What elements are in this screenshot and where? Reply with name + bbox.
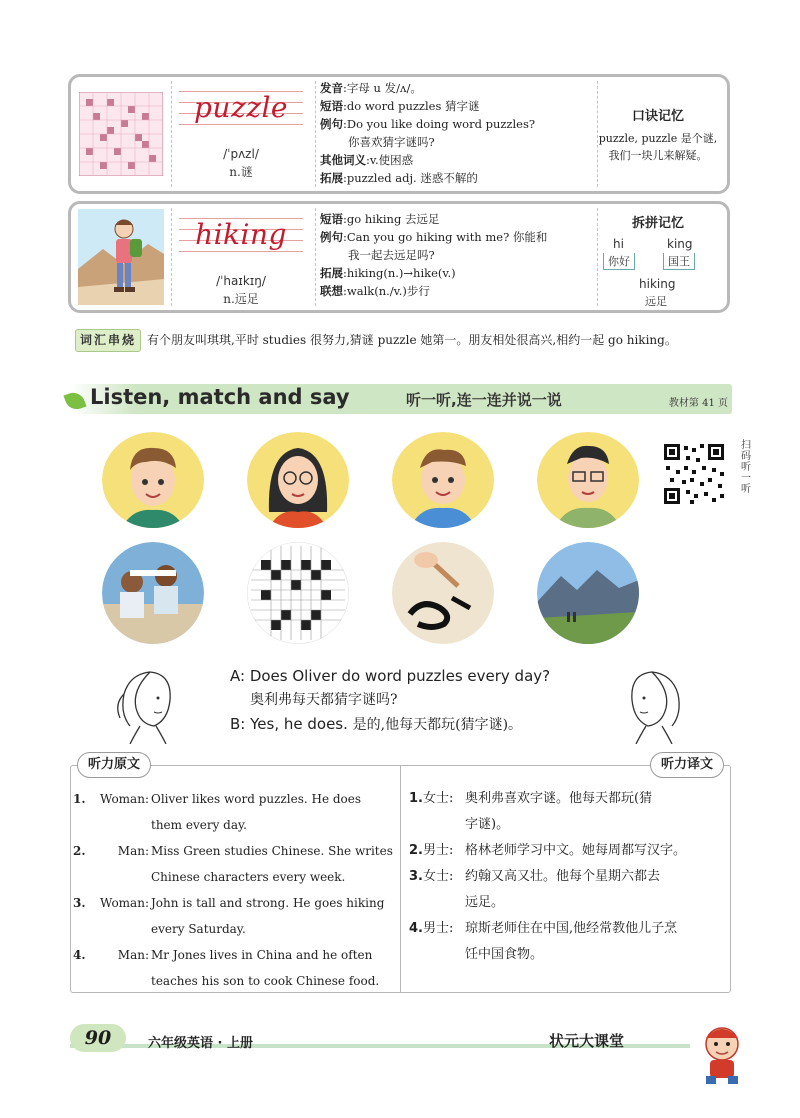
phonetic: /ˈpʌzl/ (223, 147, 259, 161)
listening-translation-title: 听力译文 (650, 752, 724, 778)
photo-cooking (102, 542, 204, 644)
list-item: 3. 女士: 约翰又高又壮。他每个星期六都去 远足。 (409, 869, 661, 910)
girl-right-illustration (622, 664, 692, 744)
vocab-word: hiking (195, 218, 287, 251)
memory-tip (593, 81, 723, 187)
detail-line: 短语:go hiking 去远足 (320, 212, 440, 226)
vocab-tag: 词汇串烧 (75, 329, 141, 352)
face-woman-glasses (247, 432, 349, 528)
photo-crossword (247, 542, 349, 644)
mascot-icon (692, 1020, 752, 1086)
brand-name: 状元大课堂 (549, 1032, 625, 1050)
detail-line: 拓展:hiking(n.)→hike(v.) (320, 266, 456, 280)
split-diagram (593, 235, 723, 315)
dialog-a-cn: 奥利弗每天都猜字谜吗? (250, 692, 398, 708)
list-item: 1. Woman: Oliver likes word puzzles. He does them every day. (73, 792, 362, 832)
split-result-en: hiking (639, 277, 676, 291)
qr-code[interactable] (662, 442, 726, 506)
phonetic: /ˈhaɪkɪŋ/ (216, 274, 266, 288)
listening-box (70, 757, 731, 993)
split-result-cn: 远足 (645, 295, 667, 308)
face-boy-2 (392, 432, 494, 528)
leaf-icon (63, 389, 86, 412)
face-man-glasses (537, 432, 639, 528)
list-item: 4. Man: Mr Jones lives in China and he often teaches his son to cook Chinese food. (73, 948, 380, 988)
detail-line: 例句:Can you go hiking with me? 你能和 (320, 230, 548, 244)
textbook-ref: 教材第 41 页 (668, 398, 728, 409)
dialog-block (230, 664, 550, 737)
word-box (171, 208, 311, 306)
photo-calligraphy (392, 542, 494, 644)
list-item: 2. Man: Miss Green studies Chinese. She writes Chinese characters every week. (73, 844, 393, 884)
vocab-word: puzzle (194, 91, 288, 124)
vocab-card-puzzle (68, 74, 730, 194)
vocab-text: 有个朋友叫琪琪,平时 studies 很努力,猜谜 puzzle 她第一。朋友相处很高兴,相约一起 go hiking。 (147, 333, 677, 347)
memo-title: 口诀记忆 (631, 109, 684, 124)
dialog-a-en: A: Does Oliver do word puzzles every day? (230, 667, 551, 685)
list-item: 3. Woman: John is tall and strong. He goes hiking every Saturday. (73, 896, 385, 936)
detail-line: 联想:walk(n./v.)步行 (320, 284, 430, 298)
part-of-speech: n.谜 (229, 165, 253, 179)
detail-line: 我一起去远足吗? (348, 248, 435, 262)
detail-line: 发音:字母 u 发/ʌ/。 (320, 81, 422, 95)
detail-line: 拓展:puzzled adj. 迷惑不解的 (320, 171, 478, 185)
vocab-chain (75, 329, 735, 352)
detail-line: 短语:do word puzzles 猜字谜 (320, 99, 480, 113)
split-part-cn: 你好 (603, 253, 635, 270)
split-memory-tip (593, 208, 723, 306)
book-title: 六年级英语 · 上册 (148, 1036, 253, 1051)
listening-original-title: 听力原文 (77, 752, 151, 778)
photo-mountain-hike (537, 542, 639, 644)
crossword-picture (76, 83, 166, 185)
word-details (320, 210, 590, 300)
detail-line: 例句:Do you like doing word puzzles? (320, 117, 536, 131)
memo-line: puzzle, puzzle 是个谜, (598, 132, 718, 145)
section-title: Listen, match and say (90, 385, 350, 409)
part-of-speech: n.远足 (223, 292, 259, 306)
word-box (171, 81, 311, 187)
listening-original (73, 786, 393, 994)
section-banner (70, 384, 732, 414)
section-subtitle: 听一听,连一连并说一说 (406, 391, 562, 409)
dialog-b: B: Yes, he does. 是的,他每天都玩(猜字谜)。 (230, 715, 523, 733)
memo-title: 拆拼记忆 (631, 216, 684, 231)
memo-line: 我们一块儿来解疑。 (608, 149, 708, 162)
detail-line: 你喜欢猜字谜吗? (348, 135, 435, 149)
qr-label: 扫码听一听 (741, 440, 751, 495)
detail-line: 其他词义:v.使困惑 (320, 153, 414, 167)
word-details (320, 79, 590, 187)
split-part-cn: 国王 (663, 253, 695, 270)
list-item: 1. 女士: 奥利弗喜欢字谜。他每天都玩(猜 字谜)。 (409, 791, 653, 832)
split-part-en: hi (613, 237, 624, 251)
split-part-en: king (667, 237, 693, 251)
hiker-picture (76, 210, 166, 304)
page-number: 90 (70, 1024, 126, 1052)
vocab-card-hiking (68, 201, 730, 313)
listening-translation (409, 786, 729, 968)
list-item: 4. 男士: 琼斯老师住在中国,他经常教他儿子烹 饪中国食物。 (409, 921, 678, 962)
face-boy-1 (102, 432, 204, 528)
girl-left-illustration (110, 664, 180, 744)
list-item: 2. 男士: 格林老师学习中文。她每周都写汉字。 (409, 843, 687, 858)
